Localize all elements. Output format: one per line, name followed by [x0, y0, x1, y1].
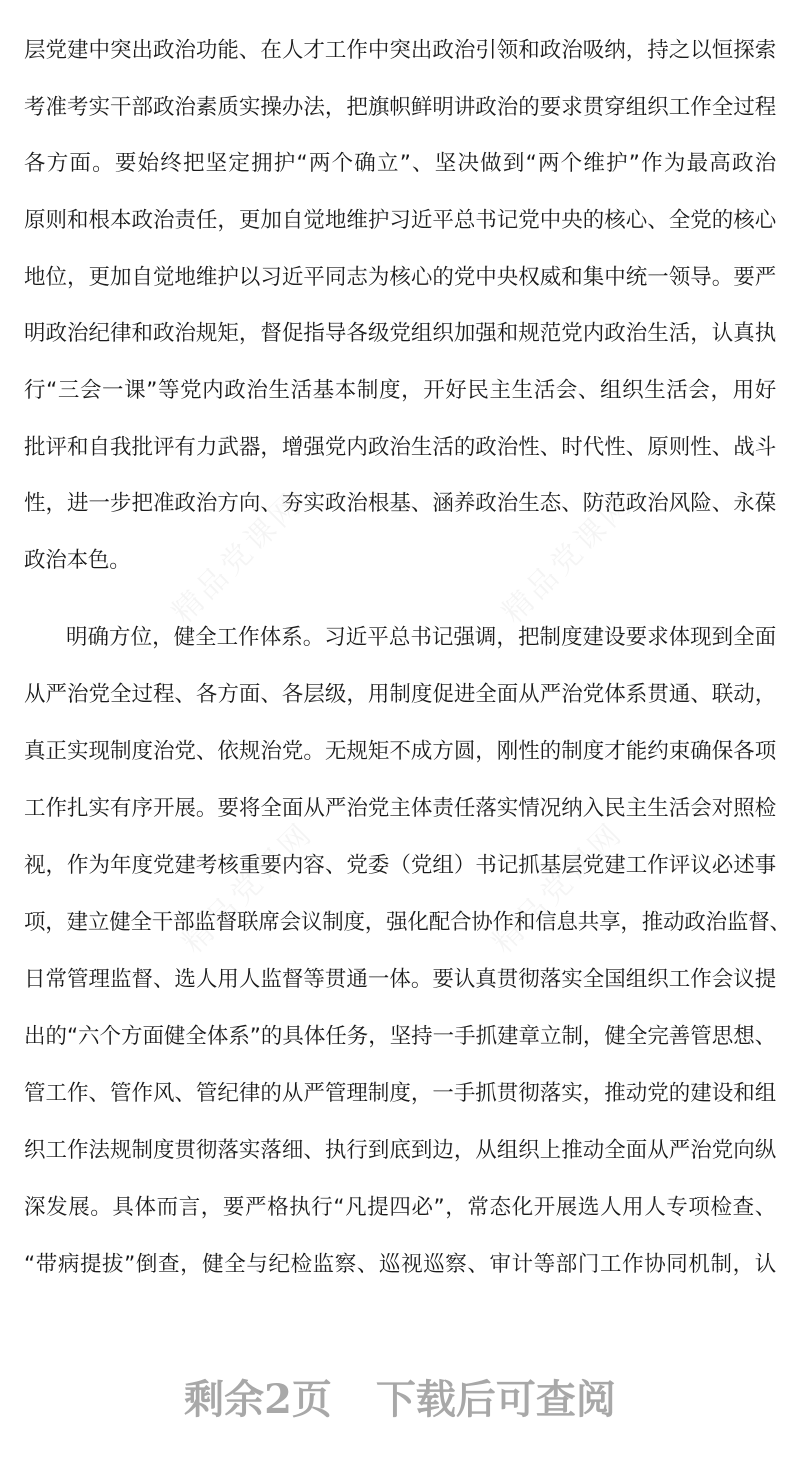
- text-line: 深发展。具体而言，要严格执行“凡提四必”，常态化开展选人用人专项检查、: [24, 1195, 776, 1220]
- download-hint-label[interactable]: 下载后可查阅: [375, 1376, 616, 1423]
- text-line: 真正实现制度治党、依规治党。无规矩不成方圆，刚性的制度才能约束确保各项: [24, 739, 776, 764]
- text-line: 管工作、管作风、管纪律的从严管理制度，一手抓贯彻落实，推动党的建设和组: [24, 1081, 776, 1106]
- watermark: [170, 810, 321, 961]
- text-line: 原则和根本政治责任，更加自觉地维护习近平总书记党中央的核心、全党的核心: [24, 208, 776, 233]
- text-line: 行“三会一课”等党内政治生活基本制度，开好民主生活会、组织生活会，用好: [24, 378, 776, 403]
- text-line: 从严治党全过程、各方面、各层级，用制度促进全面从严治党体系贯通、联动，: [24, 682, 776, 707]
- text-line: 批评和自我批评有力武器，增强党内政治生活的政治性、时代性、原则性、战斗: [24, 435, 776, 460]
- text-line: 日常管理监督、选人用人监督等贯通一体。要认真贯彻落实全国组织工作会议提: [24, 967, 776, 992]
- remaining-pages-label: 剩余2页: [184, 1376, 332, 1423]
- text-line: 层党建中突出政治功能、在人才工作中突出政治引领和政治吸纳，持之以恒探索: [24, 38, 776, 63]
- text-line: 各方面。要始终把坚定拥护“两个确立”、坚决做到“两个维护”作为最高政治: [24, 151, 776, 176]
- text-line: 性，进一步把准政治方向、夯实政治根基、涵养政治生态、防范政治风险、永葆: [24, 491, 776, 516]
- text-line: 政治本色。: [24, 548, 131, 573]
- text-line: 明政治纪律和政治规矩，督促指导各级党组织加强和规范党内政治生活，认真执: [24, 321, 776, 346]
- text-line: 工作扎实有序开展。要将全面从严治党主体责任落实情况纳入民主生活会对照检: [24, 796, 776, 821]
- text-line: 项，建立健全干部监督联席会议制度，强化配合协作和信息共享，推动政治监督、: [24, 910, 791, 935]
- text-line: “带病提拔”倒查，健全与纪检监察、巡视巡察、审计等部门工作协同机制，认: [24, 1252, 776, 1277]
- text-line: 织工作法规制度贯彻落实落细、执行到底到边，从组织上推动全面从严治党向纵: [24, 1138, 776, 1163]
- text-line: 明确方位，健全工作体系。习近平总书记强调，把制度建设要求体现到全面: [66, 625, 776, 650]
- watermark: [480, 810, 631, 961]
- text-line: 地位，更加自觉地维护以习近平同志为核心的党中央权威和集中统一领导。要严: [24, 265, 776, 290]
- text-line: 视，作为年度党建考核重要内容、党委（党组）书记抓基层党建工作评议必述事: [24, 853, 776, 878]
- text-line: 考准考实干部政治素质实操办法，把旗帜鲜明讲政治的要求贯穿组织工作全过程: [24, 95, 776, 120]
- text-line: 出的“六个方面健全体系”的具体任务，坚持一手抓建章立制，健全完善管思想、: [24, 1024, 776, 1049]
- download-banner[interactable]: [0, 1368, 800, 1425]
